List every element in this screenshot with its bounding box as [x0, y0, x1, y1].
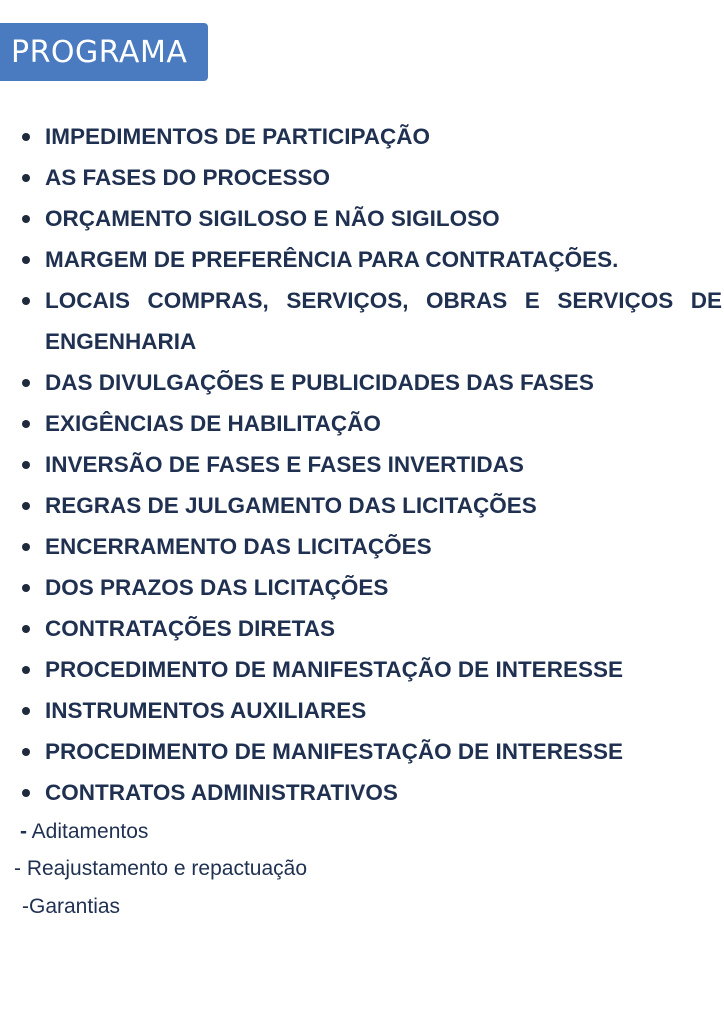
bullet-icon — [22, 256, 30, 264]
list-item — [0, 567, 724, 608]
list-item — [0, 157, 724, 198]
page-title: PROGRAMA — [11, 34, 188, 70]
list-item-label: DOS PRAZOS DAS LICITAÇÕES — [45, 575, 389, 600]
bullet-icon — [22, 543, 30, 551]
dash-marker: - — [20, 820, 27, 843]
bullet-icon — [22, 748, 30, 756]
bullet-icon — [22, 420, 30, 428]
bullet-icon — [22, 461, 30, 469]
list-item-label: IMPEDIMENTOS DE PARTICIPAÇÃO — [45, 124, 431, 149]
list-item-label: MARGEM DE PREFERÊNCIA PARA CONTRATAÇÕES. — [45, 247, 619, 272]
list-item — [0, 198, 724, 239]
list-item — [0, 731, 724, 772]
list-item-label: INSTRUMENTOS AUXILIARES — [45, 698, 367, 723]
list-item — [0, 362, 724, 403]
list-item-label: ORÇAMENTO SIGILOSO E NÃO SIGILOSO — [45, 206, 500, 231]
bullet-icon — [22, 789, 30, 797]
bullet-icon — [22, 666, 30, 674]
subitem-aditamentos — [20, 820, 148, 844]
bullet-icon — [22, 707, 30, 715]
list-item-label: CONTRATOS ADMINISTRATIVOS — [45, 780, 398, 805]
bullet-icon — [22, 502, 30, 510]
list-item-label: DAS DIVULGAÇÕES E PUBLICIDADES DAS FASES — [45, 370, 594, 395]
bullet-icon — [22, 174, 30, 182]
list-item-label: LOCAIS COMPRAS, SERVIÇOS, OBRAS E SERVIÇOS DE ENGENHARIA — [45, 288, 722, 354]
list-item — [0, 526, 724, 567]
subitem-garantias: -Garantias — [22, 895, 121, 918]
list-item — [0, 485, 724, 526]
list-item-label: CONTRATAÇÕES DIRETAS — [45, 616, 335, 641]
list-item-label: PROCEDIMENTO DE MANIFESTAÇÃO DE INTERESSE — [45, 657, 623, 682]
bullet-icon — [22, 625, 30, 633]
list-item — [0, 690, 724, 731]
bullet-icon — [22, 133, 30, 141]
subitem-label: Aditamentos — [27, 820, 149, 843]
list-item — [0, 608, 724, 649]
bullet-icon — [22, 379, 30, 387]
list-item — [0, 403, 724, 444]
list-item — [0, 444, 724, 485]
page-title-badge — [0, 23, 208, 81]
bullet-icon — [22, 215, 30, 223]
bullet-icon — [22, 584, 30, 592]
subitem-reajustamento: - Reajustamento e repactuação — [14, 857, 308, 880]
bullet-icon — [22, 297, 30, 305]
list-item — [0, 649, 724, 690]
list-item-label: REGRAS DE JULGAMENTO DAS LICITAÇÕES — [45, 493, 537, 518]
list-item — [0, 280, 724, 362]
list-item-label: PROCEDIMENTO DE MANIFESTAÇÃO DE INTERESSE — [45, 739, 623, 764]
list-item — [0, 116, 724, 157]
list-item — [0, 772, 724, 813]
list-item-label: AS FASES DO PROCESSO — [45, 165, 331, 190]
list-item-label: ENCERRAMENTO DAS LICITAÇÕES — [45, 534, 432, 559]
list-item-label: EXIGÊNCIAS DE HABILITAÇÃO — [45, 411, 381, 436]
topic-list — [0, 116, 724, 813]
list-item-label: INVERSÃO DE FASES E FASES INVERTIDAS — [45, 452, 524, 477]
list-item — [0, 239, 724, 280]
